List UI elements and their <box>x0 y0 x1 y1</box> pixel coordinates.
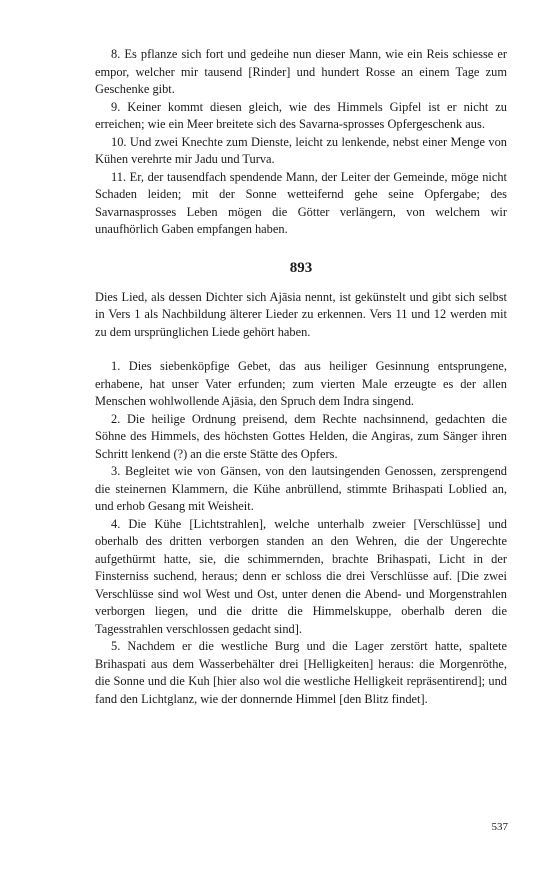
hymn-number-heading: 893 <box>289 259 313 276</box>
hymn-intro: Dies Lied, als dessen Dichter sich Ajāsia nennt, ist gekünstelt und gibt sich selbst in Vers 1 als Nachbildung älterer Lieder zu erkennen. Vers 11 und 12 werden mit zu dem ursprünglichen Liede gehört haben. <box>95 289 507 339</box>
previous-verse-10: 10. Und zwei Knechte zum Dienste, leicht zu lenkende, nebst einer Menge von Kühen verehrte mir Jadu und Turva. <box>95 134 507 166</box>
hymn-verse-5: 5. Nachdem er die westliche Burg und die Lager zerstört hatte, spaltete Brihaspati aus dem Wasserbehälter drei [Helligkeiten] heraus: die Morgenröthe, die Sonne und die Kuh [hier also wol die westliche Helligkeit repräsentirend]; und fand den Lichtglanz, wie der donnernde Himmel [den Blitz findet]. <box>95 639 507 706</box>
hymn-verse-4: 4. Die Kühe [Lichtstrahlen], welche unterhalb zweier [Verschlüsse] und oberhalb des dritten verborgen standen an den Wehren, die der Ungerechte aufgethürmt hatte, sie, die schimmernden, brachte Brihaspati, Licht in der Finsterniss suchend, heraus; denn er schloss die drei Verschlüsse auf. [Die zwei Verschlüsse sind wol West und Ost, unter denen die Abend- und Morgenstrahlen verborgen liegen, und die dritte die Himmelskuppe, oberhalb deren die Tagesstrahlen verschlossen gedacht sind]. <box>95 516 507 636</box>
hymn-verse-1: 1. Dies siebenköpfige Gebet, das aus heiliger Gesinnung entsprungene, erhabene, hat unser Vater erfunden; zum vierten Male erzeugte es der allen Menschen wohlwollende Ajāsia, den Spruch dem Indra singend. <box>95 359 507 408</box>
hymn-verse-2: 2. Die heilige Ordnung preisend, dem Rechte nachsinnend, gedachten die Söhne des Himmels, des höchsten Gottes Helden, die Angiras, zum Sänger ihren Schritt lenkend (?) an die erste Stätte des Opfers. <box>95 411 507 461</box>
hymn-verse-3: 3. Begleitet wie von Gänsen, von den lautsingenden Genossen, zersprengend die steinernen Klammern, die Kühe anbrüllend, stimmte Brihaspati Loblied an, und erhob Gesang mit Weisheit. <box>95 464 507 513</box>
page-number: 537 <box>491 821 508 833</box>
page-body <box>95 46 507 708</box>
previous-verse-11: 11. Er, der tausendfach spendende Mann, der Leiter der Gemeinde, möge nicht Schaden leiden; mit der Sonne wetteifernd gehe seine Opfergabe; des Savarnasprosses Leben mögen die Götter verlängern, von welchem wir unaufhörlich Gaben empfangen haben. <box>95 169 507 236</box>
previous-verse-8: 8. Es pflanze sich fort und gedeihe nun dieser Mann, wie ein Reis schiesse er empor, welcher mir tausend [Rinder] und hundert Rosse an einem Tage zum Geschenke gibt. <box>95 47 507 96</box>
previous-verse-9: 9. Keiner kommt diesen gleich, wie des Himmels Gipfel ist er nicht zu erreichen; wie ein Meer breitete sich des Savarna-sprosses Opfergeschenk aus. <box>95 99 507 131</box>
section-gap <box>95 341 507 358</box>
